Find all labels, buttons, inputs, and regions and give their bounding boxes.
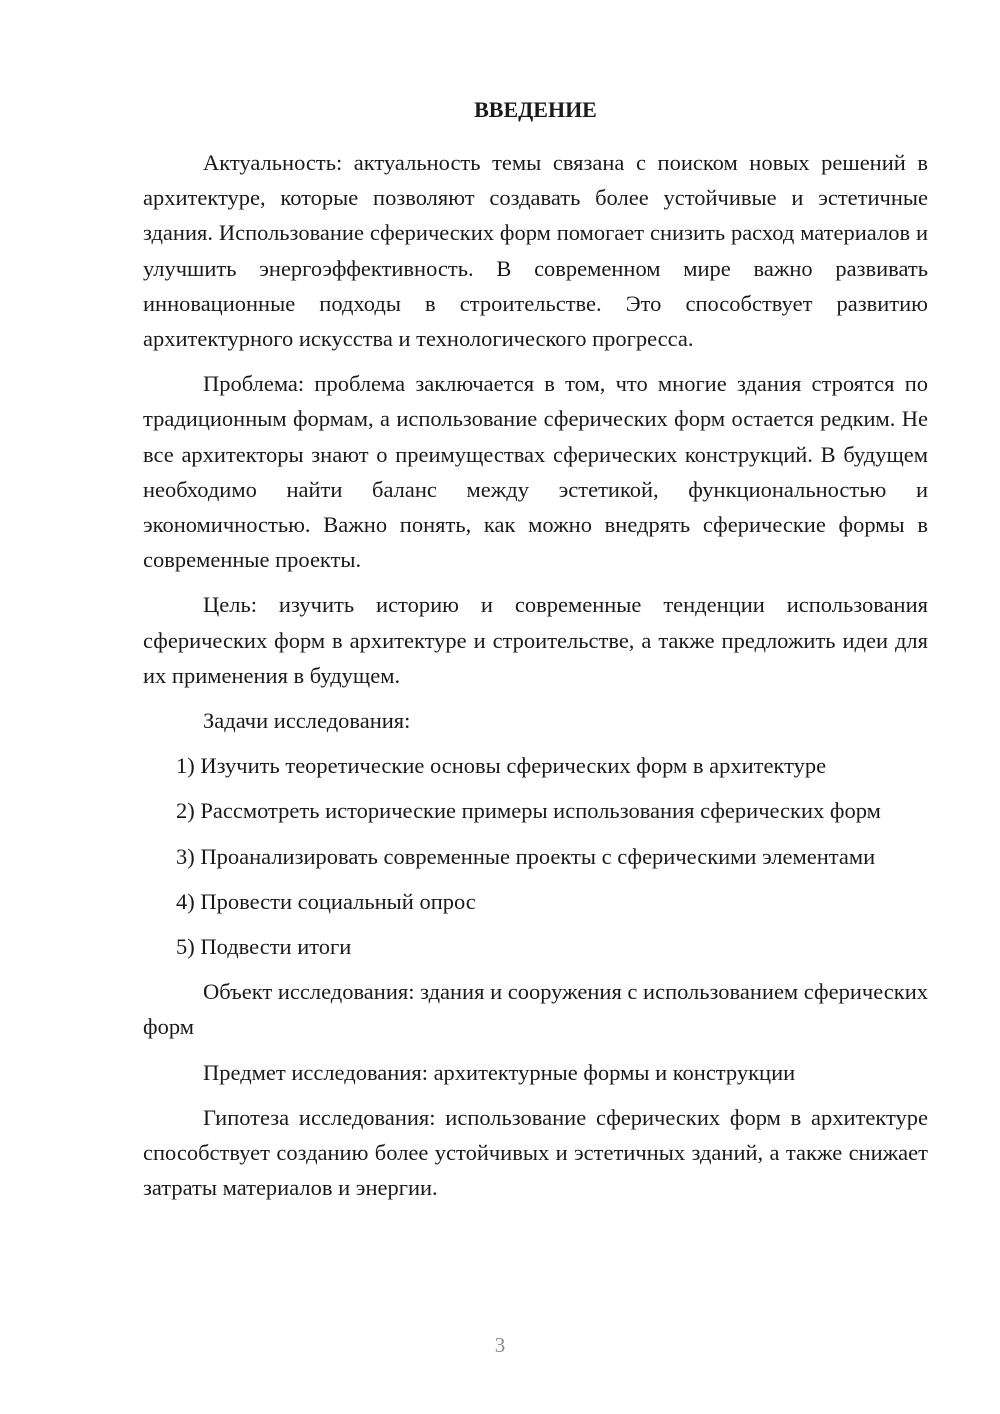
problem-paragraph: Проблема: проблема заключается в том, что многие здания строятся по традиционным формам, а использование сферических форм остается редким. Не все архитекторы знают о преимуществах сферических конструкций. В будущем необходимо найти баланс между эстетикой, функциональностью и экономичностью. Важно понять, как можно внедрять сферические формы в современные проекты. (143, 371, 928, 573)
task-item-3: 3) Проанализировать современные проекты с сферическими элементами (176, 843, 876, 869)
goal-paragraph: Цель: изучить историю и современные тенденции использования сферических форм в архитектуре и строительстве, а также предложить идеи для их применения в будущем. (143, 592, 928, 688)
document-page (143, 92, 928, 1215)
object-paragraph: Объект исследования: здания и сооружения с использованием сферических форм (143, 979, 928, 1040)
task-item-5: 5) Подвести итоги (176, 934, 352, 960)
tasks-title: Задачи исследования: (203, 708, 411, 734)
relevance-paragraph: Актуальность: актуальность темы связана с поиском новых решений в архитектуре, которые позволяют создавать более устойчивые и эстетичные здания. Использование сферических форм помогает снизить расход материалов и улучшить энергоэффективность. В современном мире важно развивать инновационные подходы в строительстве. Это способствует развитию архитектурного искусства и технологического прогресса. (143, 150, 928, 352)
task-item-2: 2) Рассмотреть исторические примеры использования сферических форм (176, 798, 881, 824)
subject-paragraph: Предмет исследования: архитектурные формы и конструкции (203, 1059, 796, 1085)
task-item-1: 1) Изучить теоретические основы сферических форм в архитектуре (176, 753, 827, 779)
hypothesis-paragraph: Гипотеза исследования: использование сферических форм в архитектуре способствует созданию более устойчивых и эстетичных зданий, а также снижает затраты материалов и энергии. (143, 1104, 928, 1201)
task-item-4: 4) Провести социальный опрос (176, 888, 476, 914)
page-number: 3 (494, 1333, 506, 1357)
page-title: ВВЕДЕНИЕ (474, 97, 597, 122)
